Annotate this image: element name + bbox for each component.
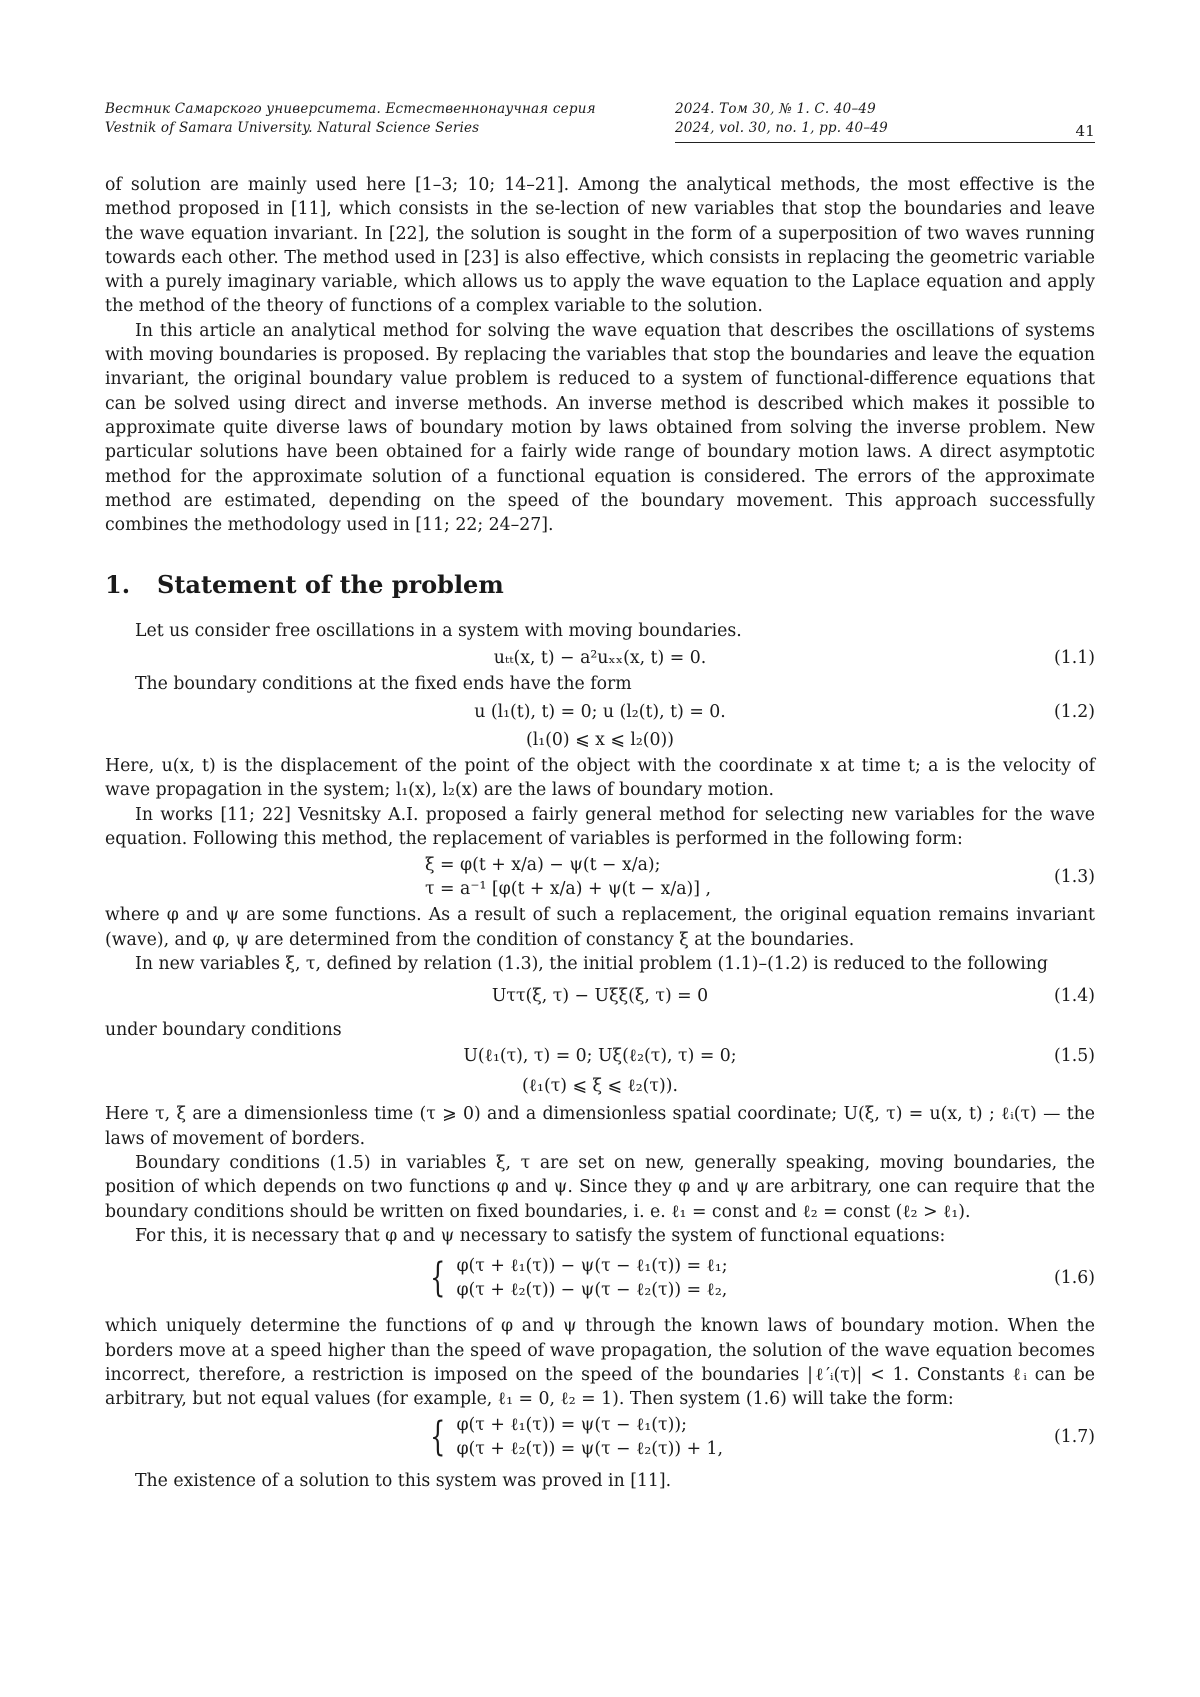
equation-number: (1.5) — [1054, 1046, 1095, 1067]
equation-line: φ(τ + ℓ₁(τ)) = ψ(τ − ℓ₁(τ)); — [456, 1415, 687, 1436]
equation-condition — [105, 1074, 1095, 1098]
equation-body: uₜₜ(x, t) − a²uₓₓ(x, t) = 0. — [493, 647, 707, 668]
equation-body — [425, 1254, 728, 1302]
running-header — [105, 100, 1095, 148]
equation-number: (1.7) — [1054, 1427, 1095, 1448]
issue-info-en: 2024, vol. 30, no. 1, pp. 40–49 — [675, 120, 888, 136]
paragraph: Boundary conditions (1.5) in variables ξ, τ are set on new, generally speaking, moving boundaries, the position of which depends on two functions φ and ψ. Since they φ and ψ are arbitrary, one can require that the boundary conditions should be written on fixed boundaries, i. e. ℓ₁ = const and ℓ₂ = const (ℓ₂ > ℓ₁). — [105, 1153, 1095, 1222]
equation-body: U(ℓ₁(τ), τ) = 0; Uξ(ℓ₂(τ), τ) = 0; — [463, 1046, 737, 1067]
paragraph: under boundary conditions — [105, 1020, 342, 1041]
equation-line: ξ = φ(t + x/a) − ψ(t − x/a); — [425, 855, 661, 876]
equation — [105, 1044, 1095, 1068]
issue-info-ru: 2024. Том 30, № 1. С. 40–49 — [675, 101, 876, 117]
equation — [105, 984, 1095, 1008]
equation — [105, 700, 1095, 724]
paragraph: For this, it is necessary that φ and ψ necessary to satisfy the system of functional equations: — [135, 1225, 946, 1246]
paragraph: of solution are mainly used here [1–3; 10; 14–21]. Among the analytical methods, the most effective is the method proposed in [11], which consists in the se-lection of new variables that stop the boundaries and leave the wave equation invariant. In [22], the solution is sought in the form of a superposition of two waves running towards each other. The method used in [23] is also effective, which consists in replacing the geometric variable with a purely imaginary variable, which allows us to apply the wave equation to the Laplace equation and apply the method of the theory of functions of a complex variable to the solution. — [105, 175, 1095, 317]
equation-number: (1.2) — [1054, 702, 1095, 723]
paragraph: Here, u(x, t) is the displacement of the point of the object with the coordinate x at time t; a is the velocity of wave propagation in the system; l₁(x), l₂(x) are the laws of boundary motion. — [105, 756, 1095, 801]
paragraph: The boundary conditions at the fixed ends have the form — [135, 673, 632, 694]
paragraph: In works [11; 22] Vesnitsky A.I. proposed a fairly general method for selecting new variables for the wave equation. Following this method, the replacement of variables is performed in the following form: — [105, 804, 1095, 849]
equation-line: φ(τ + ℓ₂(τ)) = ψ(τ − ℓ₂(τ)) + 1, — [456, 1439, 724, 1460]
journal-title — [105, 100, 665, 138]
section-title: Statement of the problem — [157, 570, 504, 600]
equation-line: τ = a⁻¹ [φ(t + x/a) + ψ(t − x/a)] , — [425, 879, 711, 900]
paragraph: The existence of a solution to this system was proved in [11]. — [135, 1471, 672, 1492]
equation-body — [425, 853, 711, 901]
equation-number: (1.6) — [1054, 1268, 1095, 1289]
equation-line: φ(τ + ℓ₁(τ)) − ψ(τ − ℓ₁(τ)) = ℓ₁; — [456, 1256, 728, 1277]
equation-line: φ(τ + ℓ₂(τ)) − ψ(τ − ℓ₂(τ)) = ℓ₂, — [456, 1280, 728, 1301]
equation-body: (ℓ₁(τ) ⩽ ξ ⩽ ℓ₂(τ)). — [522, 1076, 678, 1097]
equation-number: (1.4) — [1054, 986, 1095, 1007]
paragraph: In this article an analytical method for solving the wave equation that describes the oscillations of systems with moving boundaries is proposed. By replacing the variables that stop the boundaries and leave the equation invariant, the original boundary value problem is reduced to a system of functional-difference equations that can be solved using direct and inverse methods. An inverse method is described which makes it possible to approximate quite diverse laws of boundary motion by laws obtained from solving the inverse problem. New particular solutions have been obtained for a fairly wide range of boundary motion laws. A direct asymptotic method for the approximate solution of a functional equation is considered. The errors of the approximate method are estimated, depending on the speed of the boundary movement. This approach successfully combines the methodology used in [11; 22; 24–27]. — [105, 320, 1095, 536]
equation — [105, 646, 1095, 670]
section-heading — [105, 569, 1095, 601]
paragraph: Here τ, ξ are a dimensionless time (τ ⩾ 0) and a dimensionless spatial coordinate; U(ξ, τ) = u(x, t) ; ℓᵢ(τ) — the laws of movement of borders. — [105, 1104, 1095, 1149]
left-brace: { — [430, 1414, 446, 1461]
equation-body: u (l₁(t), t) = 0; u (l₂(t), t) = 0. — [474, 702, 726, 723]
equation-system — [105, 1254, 1095, 1302]
paragraph: In new variables ξ, τ, defined by relation (1.3), the initial problem (1.1)–(1.2) is reduced to the following — [135, 953, 1048, 974]
equation-number: (1.1) — [1054, 647, 1095, 668]
equation-condition — [105, 728, 1095, 752]
equation — [105, 853, 1095, 901]
page-number: 41 — [1075, 122, 1095, 140]
paragraph: where φ and ψ are some functions. As a result of such a replacement, the original equation remains invariant (wave), and φ, ψ are determined from the condition of constancy ξ at the boundaries. — [105, 905, 1095, 950]
page — [105, 100, 1095, 1494]
issue-info — [675, 100, 1005, 138]
section-number: 1. — [105, 570, 131, 600]
equation-body: (l₁(0) ⩽ x ⩽ l₂(0)) — [525, 730, 675, 751]
equation-system — [105, 1413, 1095, 1461]
header-rule — [675, 142, 1095, 143]
paragraph: which uniquely determine the functions of φ and ψ through the known laws of boundary motion. When the borders move at a speed higher than the speed of wave propagation, the solution of the wave equation becomes incorrect, therefore, a restriction is imposed on the speed of the boundaries |ℓ′ᵢ(τ)| < 1. Constants ℓᵢ can be arbitrary, but not equal values (for example, ℓ₁ = 0, ℓ₂ = 1). Then system (1.6) will take the form: — [105, 1316, 1095, 1410]
journal-title-ru: Вестник Самарского университета. Естественнонаучная серия — [105, 101, 596, 117]
equation-body — [425, 1413, 723, 1461]
journal-title-en: Vestnik of Samara University. Natural Science Series — [105, 120, 480, 136]
equation-number: (1.3) — [1054, 867, 1095, 888]
paragraph: Let us consider free oscillations in a system with moving boundaries. — [135, 621, 742, 642]
equation-body: Uττ(ξ, τ) − Uξξ(ξ, τ) = 0 — [491, 986, 709, 1007]
left-brace: { — [430, 1255, 446, 1302]
